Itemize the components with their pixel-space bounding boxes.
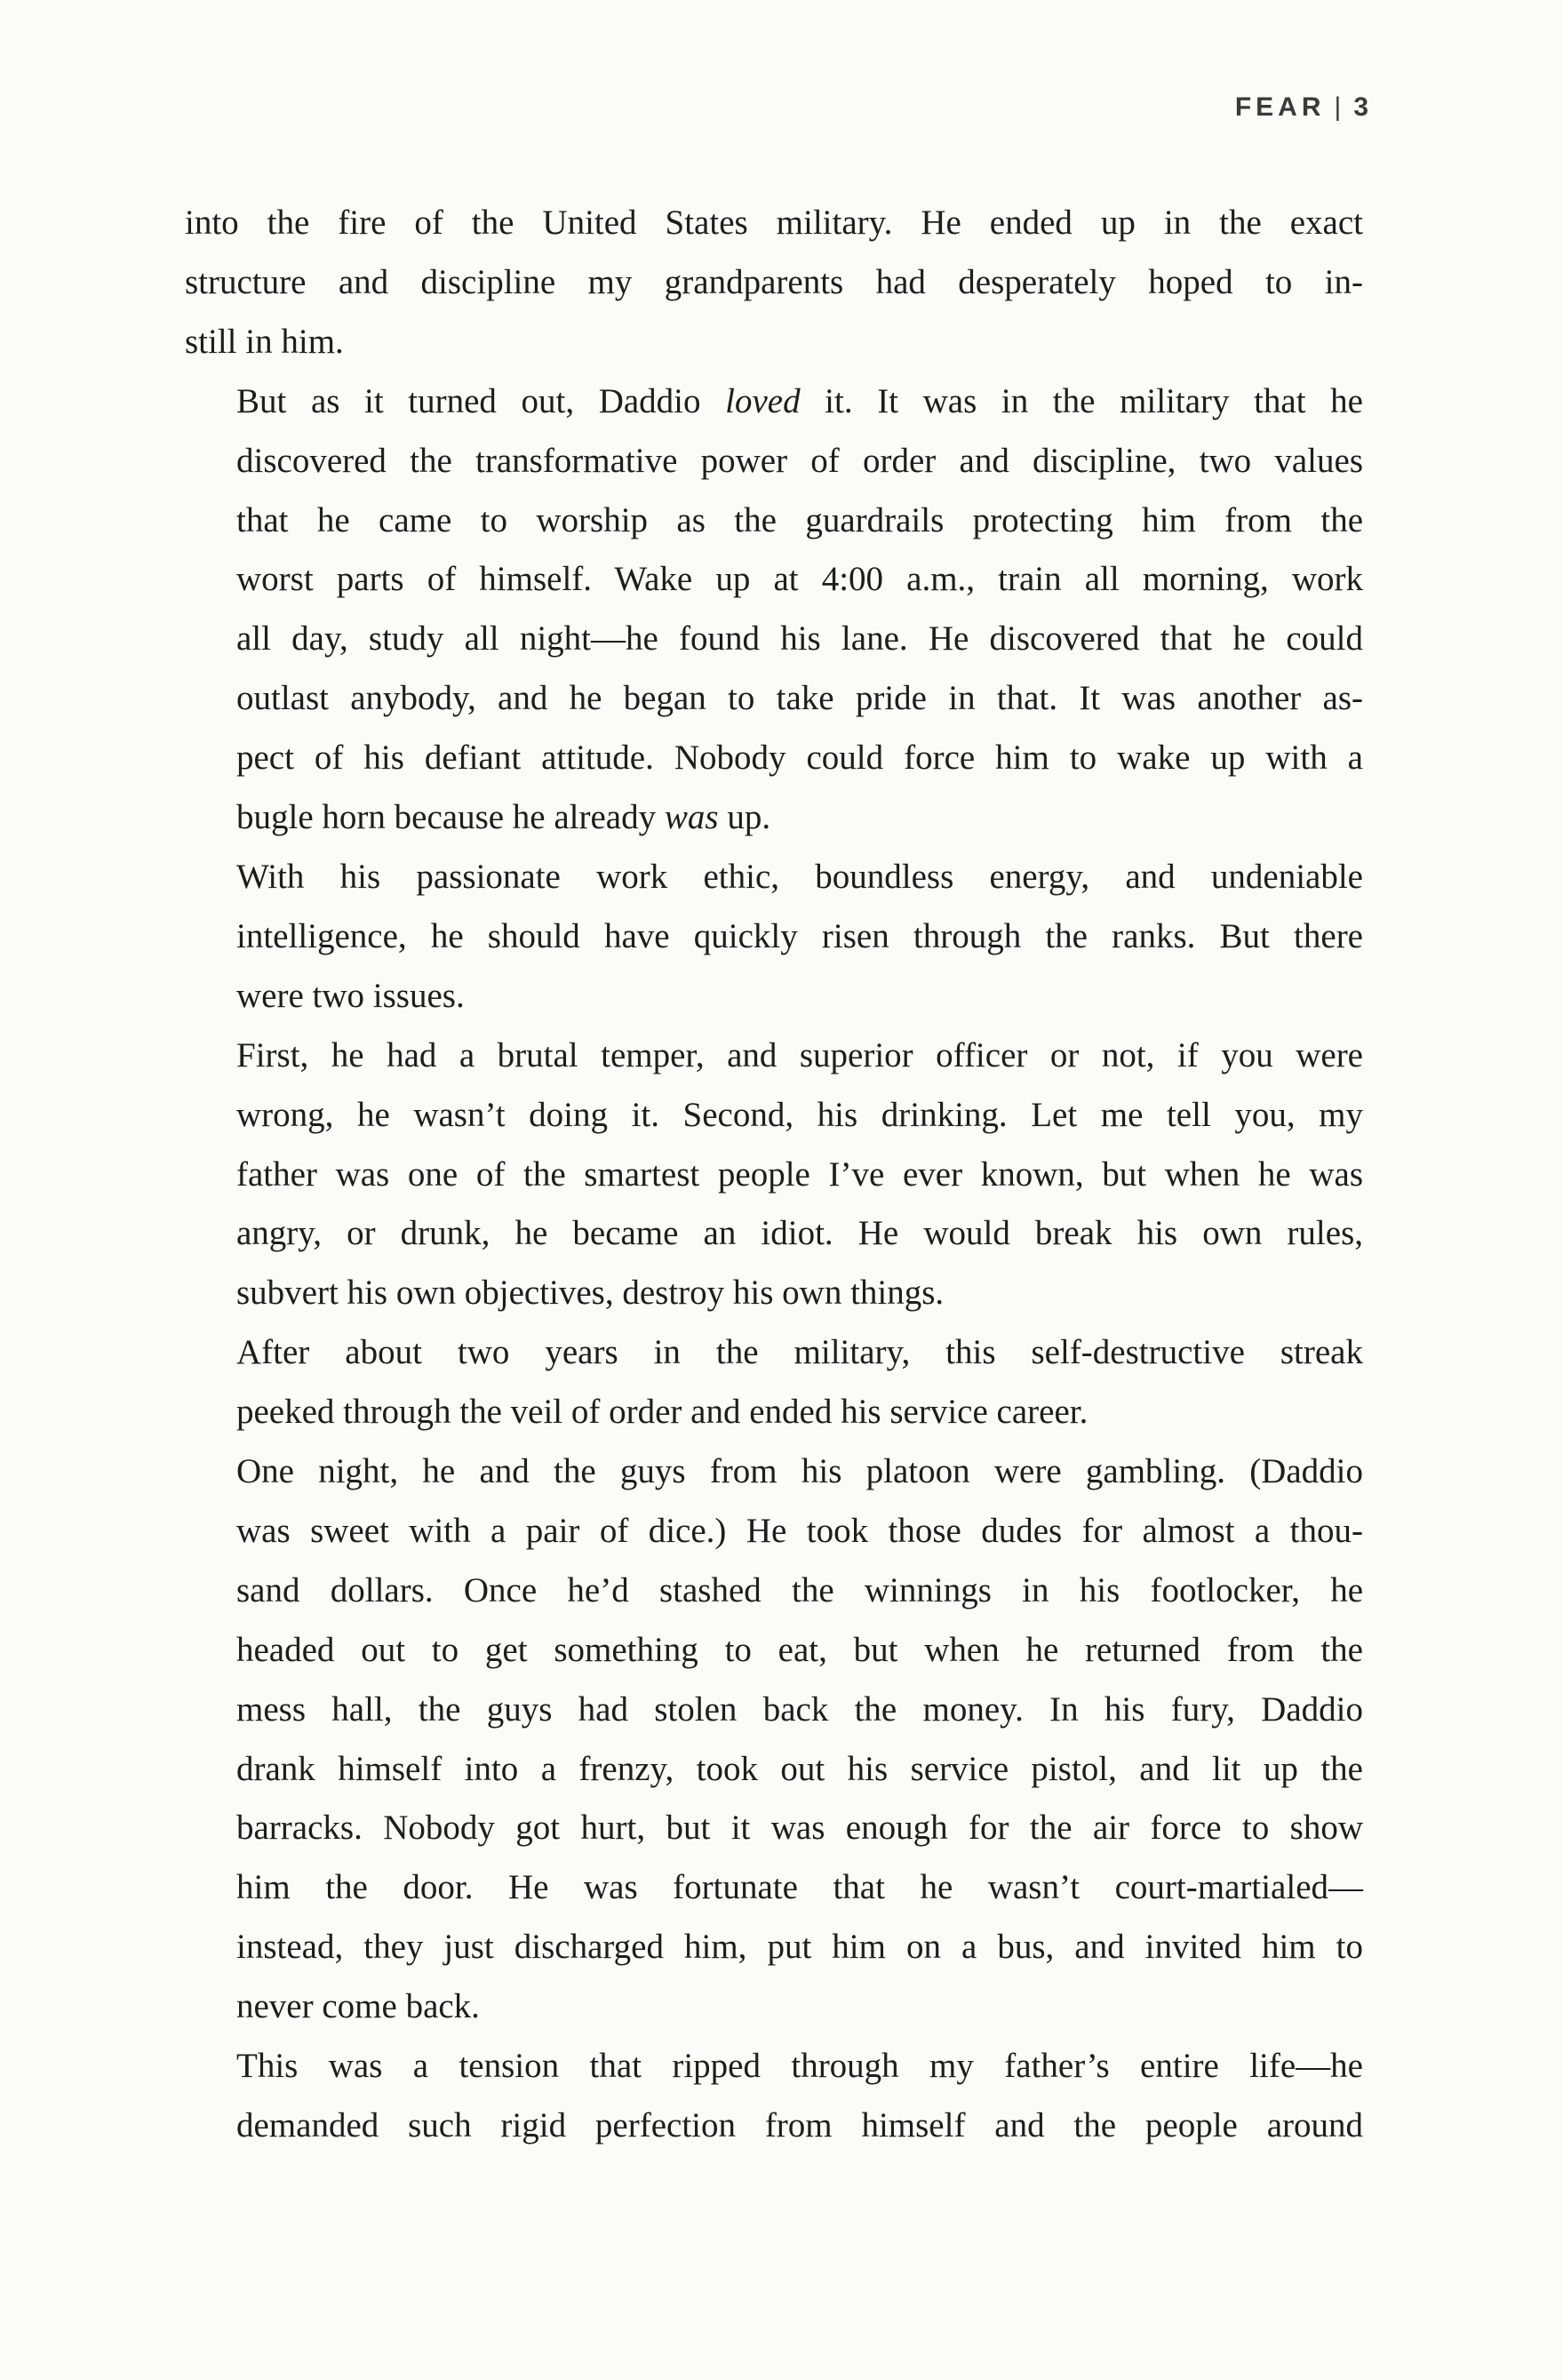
text-line: drank himself into a frenzy, took out his service pistol, and lit up the xyxy=(236,1749,1363,1788)
text-line: him the door. He was fortunate that he wasn’t court-martialed— xyxy=(236,1868,1363,1907)
text-line: With his passionate work ethic, boundless energy, and undeniable xyxy=(236,857,1363,896)
paragraph xyxy=(185,1026,1363,1324)
emphasis: loved xyxy=(725,381,801,420)
paragraph xyxy=(185,372,1363,848)
text-line: One night, he and the guys from his platoon were gambling. (Daddio xyxy=(236,1452,1363,1491)
text-line: still in him. xyxy=(185,322,344,361)
text-line: all day, study all night—he found his lane. He discovered that he could xyxy=(236,619,1363,659)
text-line: intelligence, he should have quickly risen through the ranks. But there xyxy=(236,916,1363,955)
text-line: sand dollars. Once he’d stashed the winnings in his footlocker, he xyxy=(236,1570,1363,1609)
text-line: discovered the transformative power of order and discipline, two values xyxy=(236,441,1363,480)
text-line: After about two years in the military, this self-destructive streak xyxy=(236,1333,1363,1372)
text-line: was sweet with a pair of dice.) He took those dudes for almost a thou- xyxy=(236,1511,1363,1550)
text-line: structure and discipline my grandparents had desperately hoped to in- xyxy=(185,262,1363,301)
text-line: never come back. xyxy=(236,1987,480,2026)
running-header xyxy=(1235,92,1373,123)
text-line: barracks. Nobody got hurt, but it was enough for the air force to show xyxy=(236,1809,1363,1848)
text-line: demanded such rigid perfection from himself and the people around xyxy=(236,2106,1363,2144)
text-line: instead, they just discharged him, put him on a bus, and invited him to xyxy=(236,1928,1363,1967)
header-separator: | xyxy=(1334,92,1342,122)
text-line: headed out to get something to eat, but when he returned from the xyxy=(236,1630,1363,1669)
text-line: outlast anybody, and he began to take pride in that. It was another as- xyxy=(236,679,1363,718)
paragraph xyxy=(185,1442,1363,2037)
emphasis: was xyxy=(664,798,719,837)
text-line: pect of his defiant attitude. Nobody could force him to wake up with a xyxy=(236,739,1363,778)
text-line: peeked through the veil of order and ended his service career. xyxy=(236,1393,1089,1432)
text-line: that he came to worship as the guardrails protecting him from the xyxy=(236,500,1363,539)
text-line: worst parts of himself. Wake up at 4:00 a.m., train all morning, work xyxy=(236,560,1363,599)
text-line: First, he had a brutal temper, and superior officer or not, if you were xyxy=(236,1035,1363,1074)
text-line: This was a tension that ripped through my father’s entire life—he xyxy=(236,2047,1363,2086)
text-line: father was one of the smartest people I’ve ever known, but when he was xyxy=(236,1154,1363,1194)
text-line: angry, or drunk, he became an idiot. He would break his own rules, xyxy=(236,1214,1363,1253)
paragraph xyxy=(185,1323,1363,1442)
text-line: wrong, he wasn’t doing it. Second, his drinking. Let me tell you, my xyxy=(236,1095,1363,1134)
text-line: bugle horn because he already was up. xyxy=(236,798,771,837)
paragraph xyxy=(185,194,1363,372)
paragraph xyxy=(185,2037,1363,2156)
page-number: 3 xyxy=(1353,92,1373,122)
text-line: mess hall, the guys had stolen back the money. In his fury, Daddio xyxy=(236,1689,1363,1729)
body-text xyxy=(185,194,1363,2156)
text-line: But as it turned out, Daddio loved it. It was in the military that he xyxy=(236,381,1363,420)
paragraph xyxy=(185,848,1363,1026)
section-title: FEAR xyxy=(1234,92,1326,122)
text-line: were two issues. xyxy=(236,976,465,1015)
text-line: subvert his own objectives, destroy his own things. xyxy=(236,1274,945,1313)
text-line: into the fire of the United States military. He ended up in the exact xyxy=(185,204,1363,242)
